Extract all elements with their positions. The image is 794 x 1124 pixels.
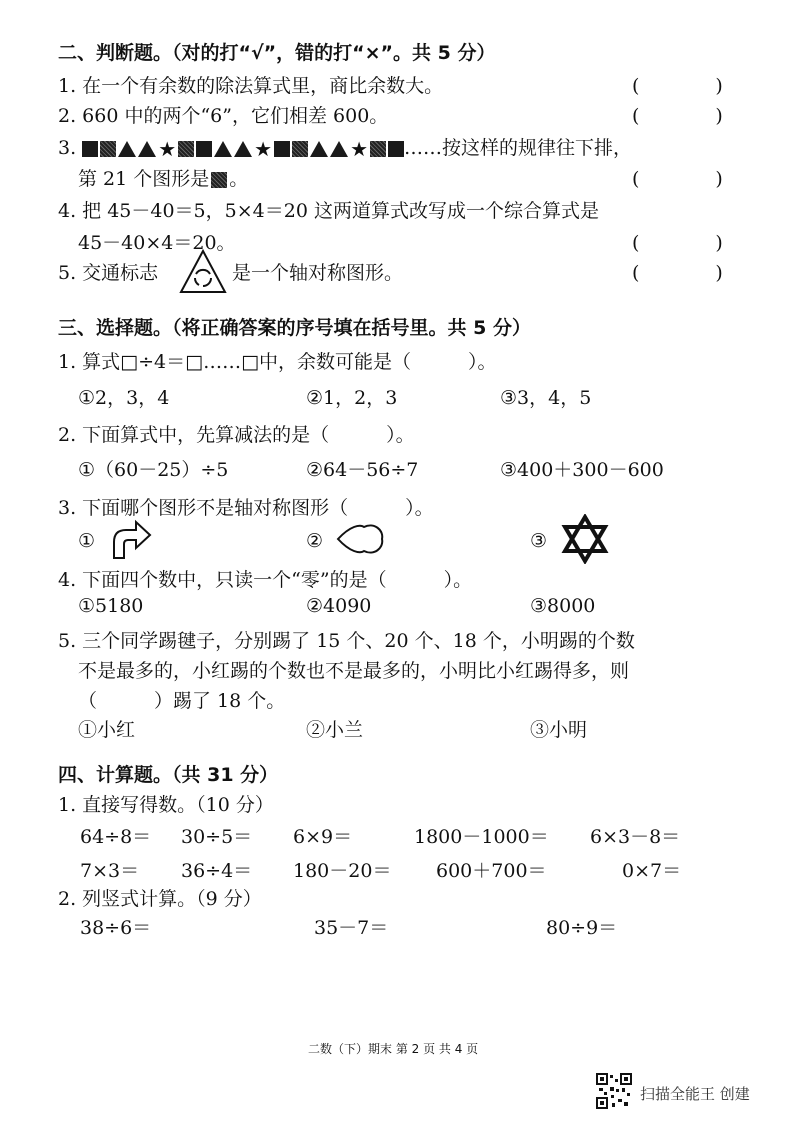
calc-item: 1800－1000＝ xyxy=(414,826,549,848)
judge-q5-b: 是一个轴对称图形。 xyxy=(232,262,404,284)
calc-item: 36÷4＝ xyxy=(181,860,253,882)
triangle-icon xyxy=(118,141,136,157)
triangle-icon xyxy=(330,141,348,157)
square-icon xyxy=(274,141,290,157)
calc-item: 35－7＝ xyxy=(314,917,389,939)
judge-q2: 2. 660 中的两个“6”，它们相差 600。 xyxy=(58,105,389,127)
choice-q5-line1: 5. 三个同学踢毽子，分别踢了 15 个、20 个、18 个，小明踢的个数 xyxy=(58,630,635,652)
section-2-title: 二、判断题。（对的打“√”，错的打“×”。共 5 分） xyxy=(58,42,496,64)
star-of-david-icon xyxy=(560,514,610,564)
option[interactable]: ③8000 xyxy=(530,595,596,617)
option[interactable]: ②64－56÷7 xyxy=(306,459,419,481)
option[interactable]: ③ xyxy=(530,530,548,552)
answer-paren[interactable]: ( ) xyxy=(632,105,723,127)
hatched-square-icon xyxy=(100,141,116,157)
heart-icon xyxy=(334,522,386,556)
calc-item: 600＋700＝ xyxy=(436,860,547,882)
triangle-icon xyxy=(310,141,328,157)
judge-q4-line1: 4. 把 45－40＝5，5×4＝20 这两道算式改写成一个综合算式是 xyxy=(58,200,599,222)
calc-item: 30÷5＝ xyxy=(181,826,253,848)
calc-sub2: 2. 列竖式计算。（9 分） xyxy=(58,888,262,910)
option[interactable]: ② xyxy=(306,530,324,552)
scanner-watermark: 扫描全能王 创建 xyxy=(640,1085,750,1103)
page-footer: 二数（下）期末 第 2 页 共 4 页 xyxy=(308,1042,479,1056)
calc-item: 0×7＝ xyxy=(622,860,682,882)
star-icon: ★ xyxy=(158,137,177,161)
judge-q3-line1 xyxy=(58,133,632,160)
qr-code-icon xyxy=(596,1073,632,1109)
option[interactable]: ②1，2，3 xyxy=(306,387,398,409)
traffic-sign-icon xyxy=(178,248,228,296)
option[interactable]: ②4090 xyxy=(306,595,372,617)
hatched-square-icon xyxy=(211,172,227,188)
q3-line2-text: 第 21 个图形是 xyxy=(78,168,210,190)
option[interactable]: ①5180 xyxy=(78,595,144,617)
shape-sequence xyxy=(82,137,404,161)
triangle-icon xyxy=(214,141,232,157)
triangle-icon xyxy=(234,141,252,157)
calc-item: 180－20＝ xyxy=(293,860,392,882)
square-icon xyxy=(388,141,404,157)
option[interactable]: ③小明 xyxy=(530,719,588,741)
section-4-title: 四、计算题。（共 31 分） xyxy=(58,764,279,786)
star-icon: ★ xyxy=(350,137,368,161)
choice-q1: 1. 算式□÷4＝□……□中，余数可能是（ ）。 xyxy=(58,351,497,373)
answer-paren[interactable]: ( ) xyxy=(632,75,723,97)
q3-line2-end: 。 xyxy=(229,168,249,190)
square-icon xyxy=(196,141,212,157)
hatched-square-icon xyxy=(292,141,308,157)
section-3-title: 三、选择题。（将正确答案的序号填在括号里。共 5 分） xyxy=(58,317,531,339)
calc-item: 6×9＝ xyxy=(293,826,353,848)
judge-q4-line2: 45－40×4＝20。 xyxy=(78,232,236,254)
option[interactable]: ① xyxy=(78,530,96,552)
calc-item: 38÷6＝ xyxy=(80,917,152,939)
choice-q5-line3: （ ）踢了 18 个。 xyxy=(78,690,286,712)
hatched-square-icon xyxy=(178,141,194,157)
q3-number: 3. xyxy=(58,137,77,159)
judge-q5-a: 5. 交通标志 xyxy=(58,262,159,284)
triangle-icon xyxy=(138,141,156,157)
judge-q1: 1. 在一个有余数的除法算式里，商比余数大。 xyxy=(58,75,444,97)
answer-paren[interactable]: ( ) xyxy=(632,168,723,190)
answer-paren[interactable]: ( ) xyxy=(632,262,723,284)
q3-tail: ……按这样的规律往下排， xyxy=(404,137,633,159)
square-icon xyxy=(82,141,98,157)
option[interactable]: ①2，3，4 xyxy=(78,387,170,409)
judge-q3-line2 xyxy=(78,164,248,191)
option[interactable]: ①（60－25）÷5 xyxy=(78,459,229,481)
choice-q5-line2: 不是最多的，小红踢的个数也不是最多的，小明比小红踢得多，则 xyxy=(78,660,630,682)
star-icon: ★ xyxy=(254,137,273,161)
choice-q4: 4. 下面四个数中，只读一个“零”的是（ ）。 xyxy=(58,569,473,591)
turn-arrow-icon xyxy=(108,518,154,560)
option[interactable]: ③3，4，5 xyxy=(500,387,592,409)
calc-item: 80÷9＝ xyxy=(546,917,618,939)
option[interactable]: ③400＋300－600 xyxy=(500,459,664,481)
option[interactable]: ②小兰 xyxy=(306,719,364,741)
hatched-square-icon xyxy=(370,141,386,157)
calc-item: 7×3＝ xyxy=(80,860,140,882)
choice-q3: 3. 下面哪个图形不是轴对称图形（ ）。 xyxy=(58,497,434,519)
answer-paren[interactable]: ( ) xyxy=(632,232,723,254)
option[interactable]: ①小红 xyxy=(78,719,136,741)
calc-item: 64÷8＝ xyxy=(80,826,152,848)
calc-item: 6×3－8＝ xyxy=(590,826,681,848)
calc-sub1: 1. 直接写得数。（10 分） xyxy=(58,794,274,816)
choice-q2: 2. 下面算式中，先算减法的是（ ）。 xyxy=(58,424,415,446)
